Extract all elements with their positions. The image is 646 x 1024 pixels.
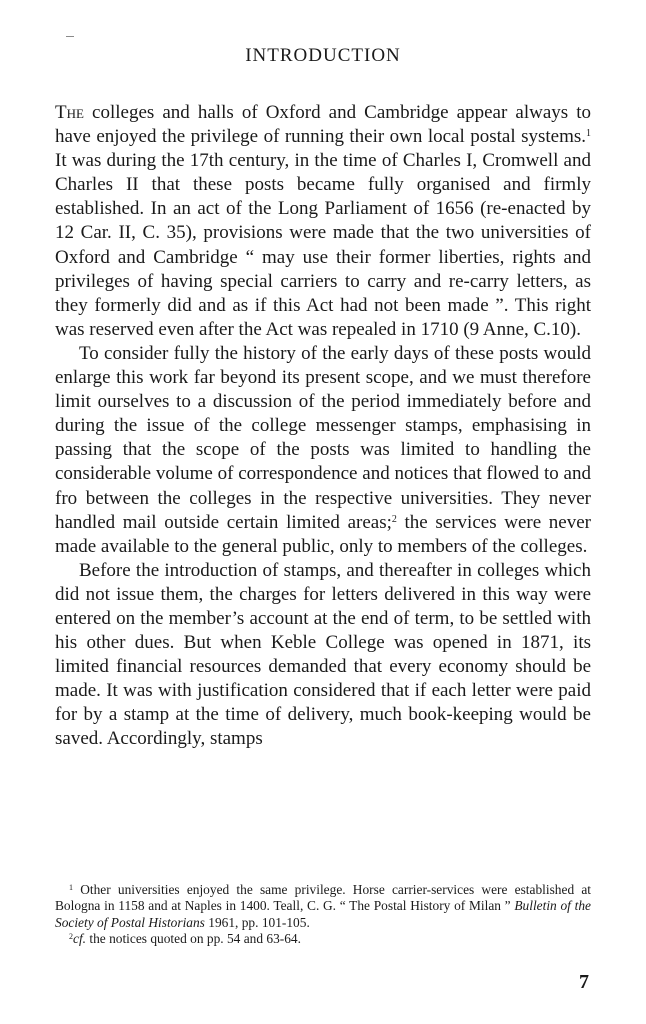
footnote-marker-1: 1 xyxy=(69,883,73,892)
lead-word: The xyxy=(55,102,84,123)
paragraph-3: Before the introduction of stamps, and thereafter in colleges which did not issue them, the charges for letters delivered in this way were entered on the member’s account at the end of term, to be settled with his other dues. But when Keble College was opened in 1871, its limited financial resources demanded that every economy should be made. It was with justification considered that if each letter were paid for by a stamp at the time of delivery, much book-keeping would be saved. Accordingly, stamps xyxy=(55,559,591,750)
stray-mark xyxy=(66,36,74,37)
paragraph-1 xyxy=(55,101,591,342)
paragraph-2-text-b: the services were never made available to the general public, only to members of the colleges. xyxy=(55,511,591,557)
footnotes xyxy=(55,882,591,947)
running-title: INTRODUCTION xyxy=(245,45,401,66)
footnote-2 xyxy=(55,931,591,947)
footnote-1-journal: Bulletin of the Society of Postal Historians xyxy=(55,898,591,930)
footnote-ref-2: 2 xyxy=(391,513,397,525)
footnote-1 xyxy=(55,882,591,931)
main-text xyxy=(55,101,591,752)
footnote-1-text-b: 1961, pp. 101-105. xyxy=(204,914,310,930)
footnote-2-text: the notices quoted on pp. 54 and 63-64. xyxy=(86,930,301,946)
paragraph-2-text-a: To consider fully the history of the early days of these posts would enlarge this work far beyond its present scope, and we must therefore limit ourselves to a discussion of the period immediately before and during the issue of the college messenger stamps, emphasising in passing that the scope of the posts was limited to handling the considerable volume of correspondence and notices that flowed to and fro between the colleges in the respective universities. They never handled mail outside certain limited areas; xyxy=(55,342,591,533)
paragraph-1-text-b: It was during the 17th century, in the time of Charles I, Cromwell and Charles II that these posts became fully organised and firmly established. In an act of the Long Parliament of 1656 (re-enacted by 12 Car. II, C. 35), provisions were made that the two universities of Oxford and Cambridge “ may use their former liberties, rights and privileges of having special carriers to carry and re-carry letters, as they formerly did and as if this Act had not been made ”. This right was reserved even after the Act was repealed in 1710 (9 Anne, C.10). xyxy=(55,150,591,340)
footnote-1-text-a: Other universities enjoyed the same privilege. Horse carrier-services were established at Bologna in 1158 and at Naples in 1400. Teall, C. G. “ The Postal History of Milan ” xyxy=(55,882,591,914)
footnote-2-cf: cf. xyxy=(73,930,87,946)
footnote-marker-2: 2 xyxy=(69,931,73,941)
footnote-ref-1: 1 xyxy=(586,128,591,140)
page-number: 7 xyxy=(579,971,589,993)
paragraph-2 xyxy=(55,342,591,559)
paragraph-1-text-a: colleges and halls of Oxford and Cambridge appear always to have enjoyed the privilege of running their own local postal systems. xyxy=(55,102,591,148)
